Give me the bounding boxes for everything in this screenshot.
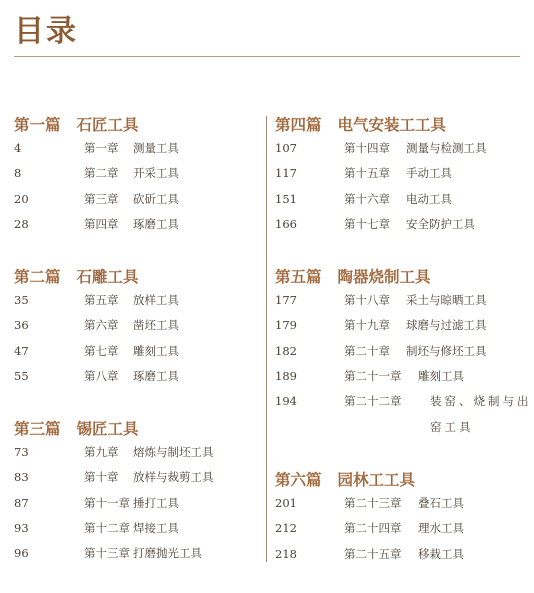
chapter-title: 雕刻工具 [133,343,179,358]
chapter-number: 第二十一章 [344,368,402,383]
chapter-title: 放样工具 [133,293,179,307]
chapter-number: 第十四章 [344,141,390,155]
chapter-title: 放样与裁剪工具 [133,470,214,485]
chapter-number: 第二十二章 [344,394,402,409]
title-divider [14,56,520,57]
chapter-title: 熔炼与制坯工具 [133,445,214,459]
page-number: 107 [275,141,297,155]
page-number: 179 [275,318,297,333]
chapter-title: 制坯与修坯工具 [406,343,487,358]
chapter-number: 第十二章 [84,520,130,535]
part-heading [275,470,415,490]
chapter-title: 凿坯工具 [133,318,179,333]
chapter-title: 叠石工具 [418,496,464,510]
chapter-number: 第十一章 [84,495,130,510]
part-heading [275,115,446,135]
chapter-number: 第九章 [84,445,119,459]
chapter-title: 开采工具 [133,166,179,181]
chapter-number: 第十章 [84,470,119,485]
chapter-title: 电动工具 [406,191,452,206]
page-number: 4 [14,141,22,155]
page-number: 93 [14,520,29,535]
page-number: 151 [275,191,297,206]
chapter-title: 手动工具 [406,166,452,181]
chapter-number: 第一章 [84,141,119,155]
page-number: 166 [275,216,297,231]
part-name: 电气安装工工具 [337,116,447,134]
part-heading [275,267,431,287]
chapter-number: 第六章 [84,318,119,333]
page-number: 177 [275,293,297,307]
chapter-number: 第三章 [84,191,119,206]
chapter-title: 测量工具 [133,141,179,155]
part-label: 第一篇 [14,116,61,134]
part-label: 第六篇 [275,471,322,489]
chapter-title: 打磨抛光工具 [133,546,202,561]
chapter-number: 第二十三章 [344,496,402,510]
part-heading [14,419,139,439]
page-number: 20 [14,191,29,206]
part-name: 石雕工具 [76,268,139,286]
chapter-number: 第十七章 [344,216,390,231]
page-number: 218 [275,546,297,561]
chapter-number: 第十六章 [344,191,390,206]
chapter-number: 第十五章 [344,166,390,181]
chapter-number: 第二十章 [344,343,390,358]
page-number: 189 [275,368,297,383]
page-title: 目录 [14,14,78,49]
chapter-number: 第二十四章 [344,521,402,536]
chapter-number: 第十九章 [344,318,390,333]
page-number: 87 [14,495,29,510]
page-number: 8 [14,166,22,181]
chapter-title: 安全防护工具 [406,216,475,231]
chapter-title: 移栽工具 [418,546,464,561]
chapter-number: 第二十五章 [344,546,402,561]
chapter-title: 测量与检测工具 [406,141,487,155]
chapter-number: 第四章 [84,216,119,231]
part-label: 第四篇 [275,116,322,134]
page-number: 194 [275,394,297,409]
chapter-title: 装窑、烧制与出窑工具 [430,394,532,435]
page-number: 28 [14,216,29,231]
chapter-title: 砍斫工具 [133,191,179,206]
page-number: 55 [14,368,29,383]
chapter-title: 采土与晾晒工具 [406,293,487,307]
part-name: 园林工工具 [337,471,416,489]
chapter-title: 捶打工具 [133,495,179,510]
part-label: 第二篇 [14,268,61,286]
page-number: 96 [14,546,29,561]
column-divider [266,116,267,562]
page-number: 35 [14,293,29,307]
page-number: 182 [275,343,297,358]
chapter-number: 第十三章 [84,546,130,561]
part-label: 第三篇 [14,420,61,438]
chapter-number: 第二章 [84,166,119,181]
part-name: 石匠工具 [76,116,139,134]
page-number: 73 [14,445,29,459]
chapter-title: 焊接工具 [133,520,179,535]
part-name: 锡匠工具 [76,420,139,438]
part-heading [14,267,139,287]
chapter-number: 第八章 [84,368,119,383]
page-number: 36 [14,318,29,333]
chapter-title: 球磨与过滤工具 [406,318,487,333]
part-name: 陶器烧制工具 [337,268,431,286]
chapter-title: 琢磨工具 [133,216,179,231]
page-number: 47 [14,343,29,358]
part-label: 第五篇 [275,268,322,286]
part-heading [14,115,139,135]
chapter-title: 琢磨工具 [133,368,179,383]
page-number: 201 [275,496,297,510]
chapter-title: 雕刻工具 [418,368,464,383]
page-number: 212 [275,521,297,536]
chapter-number: 第七章 [84,343,119,358]
chapter-number: 第五章 [84,293,119,307]
page-number: 83 [14,470,29,485]
chapter-title: 理水工具 [418,521,464,536]
page-number: 117 [275,166,297,181]
chapter-number: 第十八章 [344,293,390,307]
